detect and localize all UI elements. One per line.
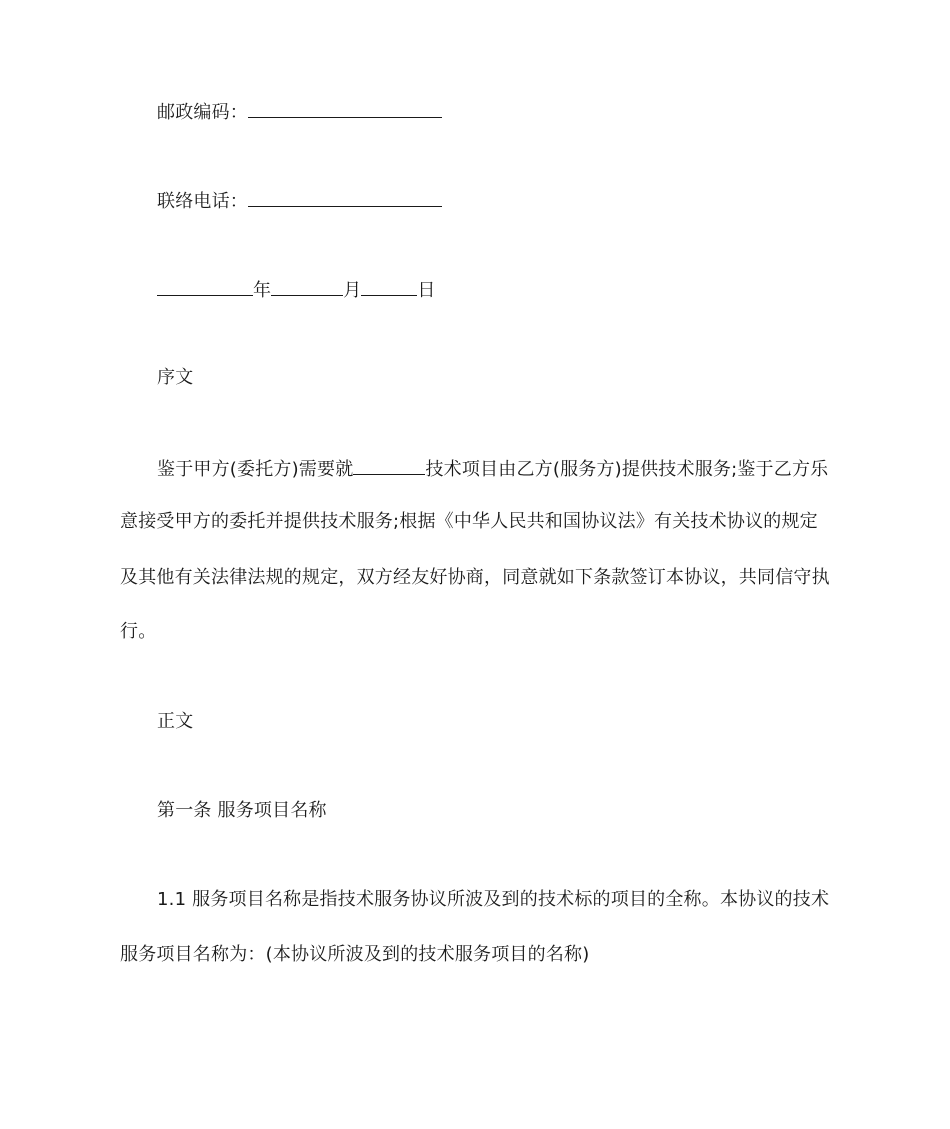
phone-line: [157, 187, 840, 214]
phone-label: 联络电话：: [157, 191, 248, 212]
preface-paragraph-line-3: 及其他有关法律法规的规定，双方经友好协商，同意就如下条款签订本协议，共同信守执: [120, 567, 830, 588]
postal-code-line: [157, 98, 840, 125]
body-heading: 正文: [157, 711, 194, 732]
phone-blank: [248, 187, 442, 207]
preface-text-b: 技术项目由乙方(服务方)提供技术服务;鉴于乙方乐: [425, 459, 829, 480]
preface-heading: 序文: [157, 367, 194, 388]
year-label: 年: [253, 280, 272, 301]
date-line: [157, 276, 840, 303]
preface-paragraph-line-4: 行。: [120, 621, 157, 642]
postal-code-blank: [248, 98, 442, 118]
clause-1-1-line-2: 服务项目名称为：(本协议所波及到的技术服务项目的名称): [120, 944, 590, 965]
month-label: 月: [343, 280, 362, 301]
preface-text-a: 鉴于甲方(委托方)需要就: [157, 459, 354, 480]
year-blank: [157, 276, 253, 296]
month-blank: [271, 276, 343, 296]
clause-1-1-line-1: 1.1 服务项目名称是指技术服务协议所波及到的技术标的项目的全称。本协议的技术: [157, 889, 830, 910]
postal-code-label: 邮政编码：: [157, 102, 248, 123]
day-blank: [361, 276, 417, 296]
day-label: 日: [417, 280, 436, 301]
article-1-title: 第一条 服务项目名称: [157, 800, 327, 821]
preface-paragraph-line-1: [157, 455, 840, 482]
preface-paragraph-line-2: 意接受甲方的委托并提供技术服务;根据《中华人民共和国协议法》有关技术协议的规定: [120, 511, 818, 532]
project-blank: [353, 455, 425, 475]
